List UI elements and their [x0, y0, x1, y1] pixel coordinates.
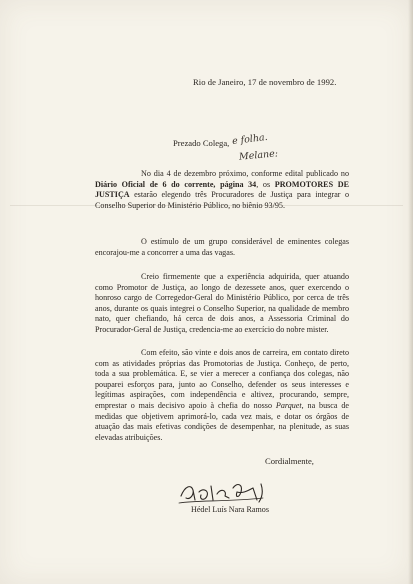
- paragraph-experience: [95, 272, 349, 336]
- paragraph-commitment: [95, 348, 349, 443]
- paragraph-text: No dia 4 de dezembro próximo, conforme edital publicado no: [141, 169, 349, 178]
- paragraph-text: , os: [256, 179, 275, 189]
- salutation: Prezado Colega,: [173, 138, 230, 148]
- paragraph-text: Com efeito, são vinte e dois anos de carreira, em contato direto com as atividades próprias das Promotorias de Justiça. Conheço, de perto, toda a sua problemática. E, se vier a merecer a confiança dos colegas, não pouparei esforços para, junto ao Conselho, defender os seus interesses e legítimas aspirações, com independência e altivez, procurando, sempre, emprestar o mais decisivo apoio à chefia do nosso: [95, 348, 349, 410]
- paragraph-text: , na busca de medidas que objetivem aprimorá-lo, cada vez mais, e dotar os órgãos de atuação das mais efetivas condições de desempenhar, na plenitude, as suas elevadas atribuições.: [95, 400, 349, 442]
- paragraph-text: O estímulo de um grupo considerável de eminentes colegas encorajou-me a concorrer a uma das vagas.: [95, 237, 349, 257]
- bold-reference: Diário Oficial de 6 do corrente, página 34: [95, 179, 257, 189]
- closing: Cordialmente,: [265, 456, 314, 466]
- paragraph-election-notice: [95, 169, 349, 211]
- handwritten-greeting-line2: Melane:: [238, 148, 279, 163]
- letter-date: Rio de Janeiro, 17 de novembro de 1992.: [193, 77, 337, 87]
- paragraph-encouragement: [95, 237, 349, 258]
- paragraph-text: Creio firmemente que a experiência adquirida, quer atuando como Promotor de Justiça, ao longo de dezessete anos, quer exercendo o honroso cargo de Corregedor-Geral do Ministério Público, por cerca de três anos, durante os quais integrei o Conselho Superior, na qualidade de membro nato, quer chefiando, há cerca de dois anos, a Assessoria Criminal do Procurador-Geral de Justiça, credencia-me ao exercício do nobre mister.: [95, 272, 349, 334]
- paragraph-text: estarão elegendo três Procuradores de Justiça para integrar o Conselho Superior do Ministério Público, no biênio 93/95.: [95, 190, 349, 210]
- handwritten-greeting-line1: e folha.: [231, 131, 269, 148]
- bold-promotores: PROMOTORES DE JUSTIÇA: [95, 179, 349, 200]
- signatory-name: Hédel Luís Nara Ramos: [191, 505, 269, 514]
- page-edge-shadow: [408, 0, 413, 584]
- italic-parquet: Parquet: [275, 400, 302, 410]
